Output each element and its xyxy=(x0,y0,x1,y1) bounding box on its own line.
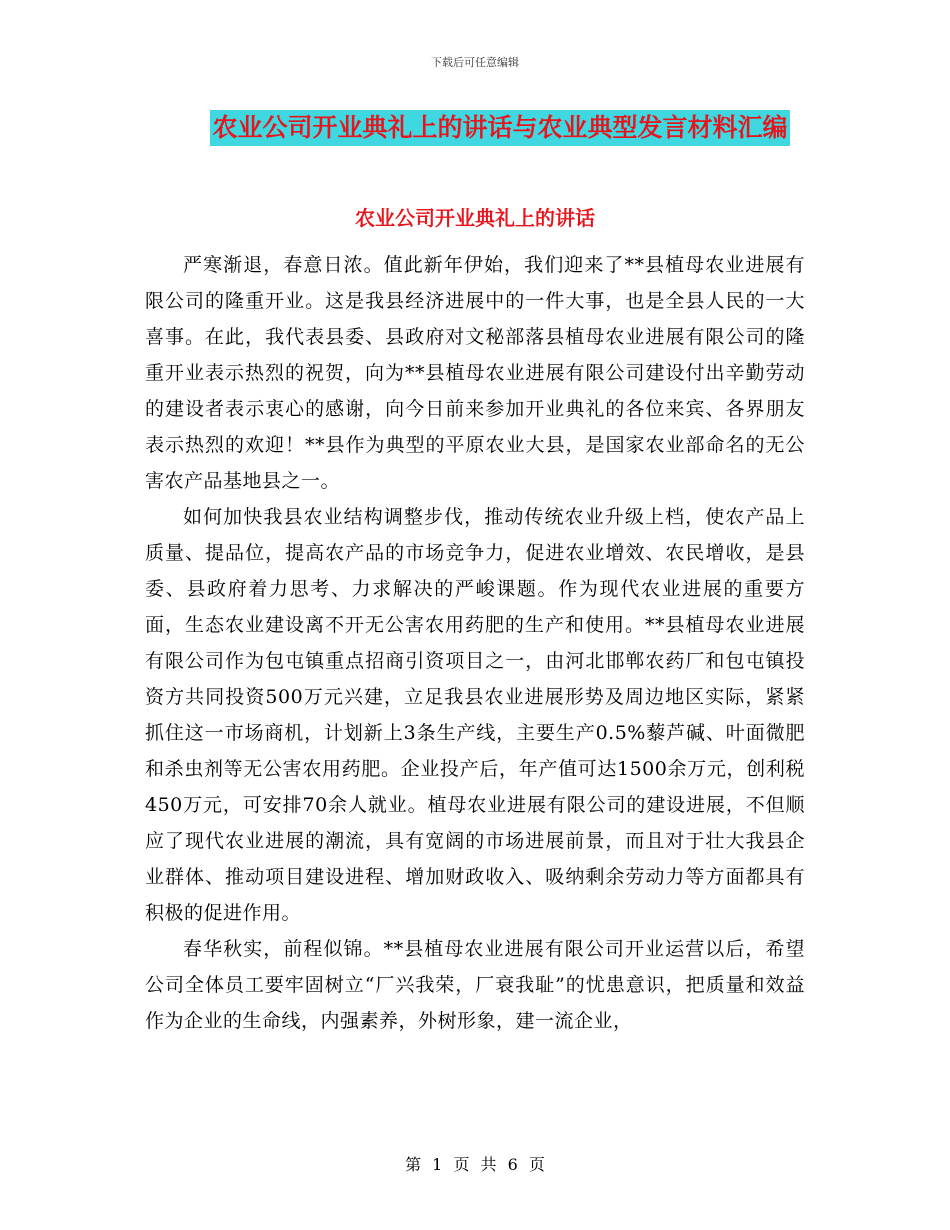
paragraph-1: 严寒渐退，春意日浓。值此新年伊始，我们迎来了**县植母农业进展有限公司的隆重开业。这是我县经济进展中的一件大事，也是全县人民的一大喜事。在此，我代表县委、县政府对文秘部落县植母农业进展有限公司的隆重开业表示热烈的祝贺，向为**县植母农业进展有限公司建设付出辛勤劳动的建设者表示衷心的感谢，向今日前来参加开业典礼的各位来宾、各界朋友表示热烈的欢迎！**县作为典型的平原农业大县，是国家农业部命名的无公害农产品基地县之一。 xyxy=(145,254,805,492)
section-title: 农业公司开业典礼上的讲话 xyxy=(355,206,595,230)
document-title-container xyxy=(0,110,950,146)
paragraph-3: 春华秋实，前程似锦。**县植母农业进展有限公司开业运营以后，希望公司全体员工要牢固树立“厂兴我荣，厂衰我耻”的忧患意识，把质量和效益作为企业的生命线，内强素养，外树形象，建一流企业， xyxy=(145,938,805,1032)
document-title: 农业公司开业典礼上的讲话与农业典型发言材料汇编 xyxy=(210,110,789,146)
page-number-footer: 第 1 页 共 6 页 xyxy=(405,1155,545,1174)
document-body xyxy=(145,247,805,1039)
paragraph-2: 如何加快我县农业结构调整步伐，推动传统农业升级上档，使农产品上质量、提品位，提高农产品的市场竞争力，促进农业增效、农民增收，是县委、县政府着力思考、力求解决的严峻课题。作为现代农业进展的重要方面，生态农业建设离不开无公害农用药肥的生产和使用。**县植母农业进展有限公司作为包屯镇重点招商引资项目之一，由河北邯郸农药厂和包屯镇投资方共同投资500万元兴建，立足我县农业进展形势及周边地区实际，紧紧抓住这一市场商机，计划新上3条生产线，主要生产0.5%藜芦碱、叶面微肥和杀虫剂等无公害农用药肥。企业投产后，年产值可达1500余万元，创利税450万元，可安排70余人就业。植母农业进展有限公司的建设进展，不但顺应了现代农业进展的潮流，具有宽阔的市场进展前景，而且对于壮大我县企业群体、推动项目建设进程、增加财政收入、吸纳剩余劳动力等方面都具有积极的促进作用。 xyxy=(145,506,805,924)
header-note: 下载后可任意编辑 xyxy=(431,56,519,69)
